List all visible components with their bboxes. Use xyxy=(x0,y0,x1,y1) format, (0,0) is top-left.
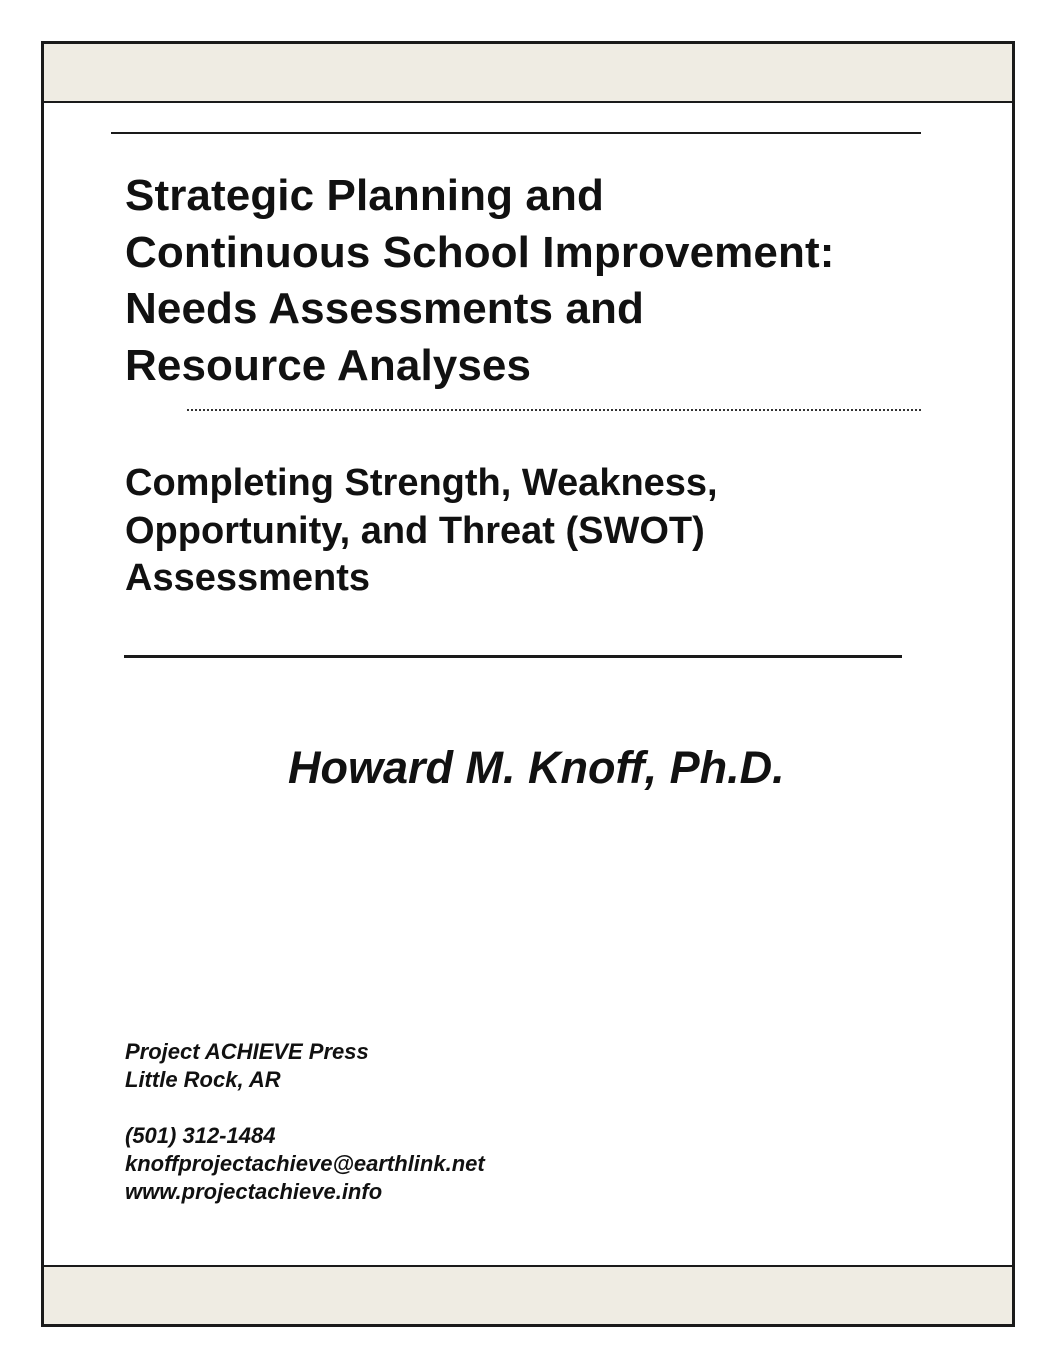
document-title xyxy=(125,168,945,394)
phone-number: (501) 312-1484 xyxy=(125,1123,276,1148)
subtitle-line: Opportunity, and Threat (SWOT) xyxy=(125,509,705,552)
middle-divider xyxy=(124,655,902,658)
website-url: www.projectachieve.info xyxy=(125,1179,383,1204)
publisher-name: Project ACHIEVE Press xyxy=(125,1039,369,1064)
publisher-location: Little Rock, AR xyxy=(125,1067,281,1092)
dotted-divider xyxy=(187,409,921,411)
subtitle-line: Completing Strength, Weakness, xyxy=(125,462,718,504)
publisher-contact-block xyxy=(125,1038,485,1206)
document-subtitle xyxy=(125,460,945,603)
title-line: Strategic Planning and xyxy=(125,171,604,220)
top-band xyxy=(44,44,1012,103)
top-divider xyxy=(111,132,921,134)
email-address: knoffprojectachieve@earthlink.net xyxy=(125,1151,485,1176)
contact-spacer xyxy=(125,1094,485,1122)
bottom-band xyxy=(44,1265,1012,1324)
title-line: Resource Analyses xyxy=(125,340,532,390)
subtitle-line: Assessments xyxy=(125,557,371,599)
title-line: Continuous School Improvement: xyxy=(125,227,835,277)
author-name: Howard M. Knoff, Ph.D. xyxy=(288,742,785,793)
title-line: Needs Assessments and xyxy=(125,284,644,333)
